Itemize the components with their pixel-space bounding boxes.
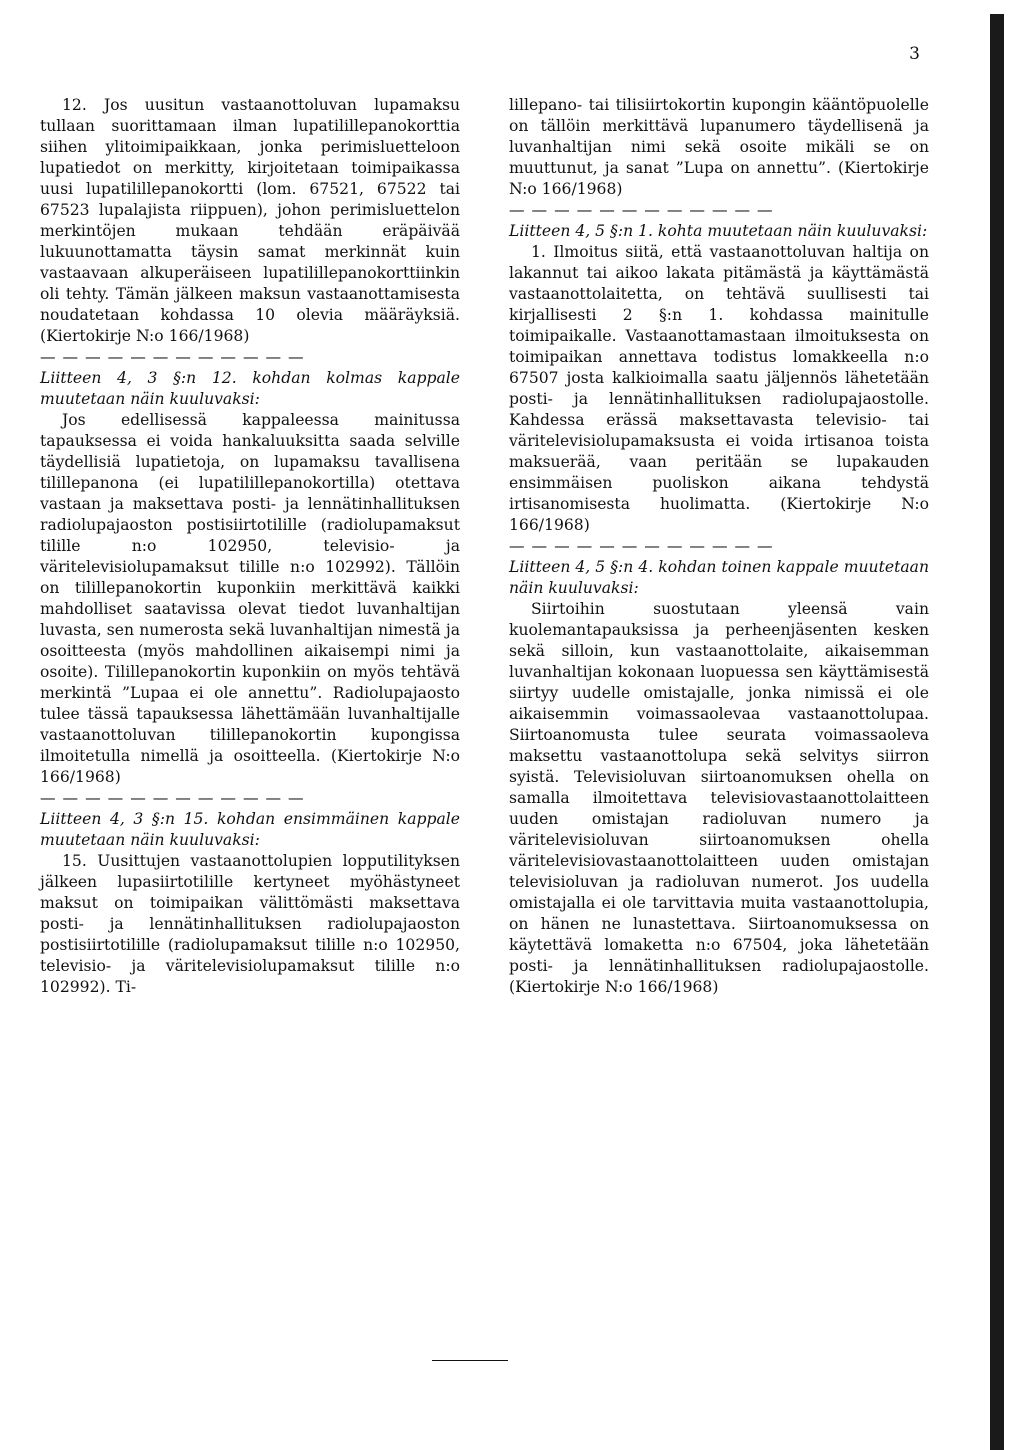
dash-separator: — — — — — — — — — — — — <box>509 537 774 555</box>
amendment-heading: Liitteen 4, 3 §:n 12. kohdan kolmas kappale muutetaan näin kuuluvaksi: <box>40 369 460 408</box>
paragraph-continuation: lillepano- tai tilisiirtokortin kupongin kääntöpuolelle on tällöin merkittävä lupanumero täydellisenä ja luvanhaltijan nimi sekä osoite mikäli se on muuttunut, ja sanat ”Lupa on annettu”. (Kiertokirje N:o 166/1968) <box>509 96 929 198</box>
right-column <box>509 95 929 998</box>
paragraph-section-15: 15. Uusittujen vastaanottolupien lopputilityksen jälkeen lupasiirtotilille kertyneet myöhästyneet maksut on toimipaikan välittömästi maksettava posti- ja lennätinhallituksen radiolupajaoston postisiirtotilille (radiolupamaksut tilille n:o 102950, televisio- ja väritelevisiolupamaksut tilille n:o 102992). Ti- <box>40 852 460 996</box>
dash-separator: — — — — — — — — — — — — <box>40 789 305 807</box>
paragraph-section-12: 12. Jos uusitun vastaanottoluvan lupamaksu tullaan suorittamaan ilman lupatilillepanokorttia siihen ylitoimipaikkaan, jonka perimisluetteloon lupatiedot on merkitty, kirjoitetaan toimipaikassa uusi lupatilillepanokortti (lom. 67521, 67522 tai 67523 lupalajista riippuen), johon perimisluettelon merkintöjen mukaan tehdään eräpäivää lukuunottamatta täysin samat merkinnät kuin vastaavaan alkuperäiseen lupatilillepanokorttiinkin oli tehty. Tämän jälkeen maksun vastaanottamisesta noudatetaan kohdassa 10 olevia määräyksiä. (Kiertokirje N:o 166/1968) <box>40 96 460 345</box>
paragraph-body: Jos edellisessä kappaleessa mainitussa tapauksessa ei voida hankaluuksitta saada selville täydellisiä lupatietoja, on lupamaksu tavallisena tilillepanona (ei lupatilillepanokortilla) otettava vastaan ja maksettava posti- ja lennätinhallituksen radiolupajaoston postisiirtotilille (radiolupamaksut tilille n:o 102950, televisio- ja väritelevisiolupamaksut tilille n:o 102992). Tällöin on tilillepanokortin kuponkiin merkittävä kaikki mahdolliset saatavissa olevat tiedot luvanhaltijan luvasta, sen numerosta sekä luvanhaltijan nimestä ja osoitteesta (myös mahdollinen aikaisempi nimi ja osoite). Tilillepanokortin kuponkiin on myös tehtävä merkintä ”Lupaa ei ole annettu”. Radiolupajaosto tulee tässä tapauksessa lähettämään luvanhaltijalle vastaanottoluvan tilillepanokortin kupongissa ilmoitetulla nimellä ja osoitteella. (Kiertokirje N:o 166/1968) <box>40 411 460 786</box>
amendment-heading: Liitteen 4, 5 §:n 1. kohta muutetaan näin kuuluvaksi: <box>509 222 928 240</box>
dash-separator: — — — — — — — — — — — — <box>40 348 305 366</box>
paragraph-body: Siirtoihin suostutaan yleensä vain kuolemantapauksissa ja perheenjäsenten kesken sekä silloin, kun vastaanottolaite, aikaisemman luvanhaltijan kokonaan luopuessa sen käyttämisestä siirtyy uudelle omistajalle, jonka nimissä ei ole aikaisemmin voimassaolevaa vastaanottolupaa. Siirtoanomusta tulee seurata voimassaoleva maksettu vastaanottolupa sekä selvitys siirron syistä. Televisioluvan siirtoanomuksen ohella on samalla ilmoitettava televisiovastaanottolaitteen uuden omistajan radioluvan numero ja väritelevisioluvan siirtoanomuksen ohella väritelevisiovastaanottolaitteen uuden omistajan televisioluvan ja radioluvan numerot. Jos uudella omistajalla ei ole tarvittavia muita vastaanottolupia, on hänen ne lunastettava. Siirtoanomuksessa on käytettävä lomaketta n:o 67504, joka lähetetään posti- ja lennätinhallituksen radiolupajaostolle. (Kiertokirje N:o 166/1968) <box>509 600 929 996</box>
end-rule <box>432 1360 508 1361</box>
page-number: 3 <box>909 44 920 64</box>
dash-separator: — — — — — — — — — — — — <box>509 201 774 219</box>
scan-edge-bar <box>990 14 1004 1450</box>
amendment-heading: Liitteen 4, 5 §:n 4. kohdan toinen kappale muutetaan näin kuuluvaksi: <box>509 558 929 597</box>
amendment-heading: Liitteen 4, 3 §:n 15. kohdan ensimmäinen kappale muutetaan näin kuuluvaksi: <box>40 810 460 849</box>
left-column <box>40 95 460 998</box>
paragraph-section-1: 1. Ilmoitus siitä, että vastaanottoluvan haltija on lakannut tai aikoo lakata pitämästä ja käyttämästä vastaanottolaitetta, on tehtävä suullisesti tai kirjallisesti 2 §:n 1. kohdassa mainitulle toimipaikalle. Vastaanottamastaan ilmoituksesta on toimipaikan annettava todistus lomakkeella n:o 67507 josta kalkioimalla saatu jäljennös lähetetään posti- ja lennätinhallituksen radiolupajaostolle. Kahdessa erässä maksettavasta televisio- tai väritelevisiolupamaksusta ei voida irtisanoa toista maksuerää, vaan peritään se lupakauden ensimmäisen puoliskon aikana tehdystä irtisanomisesta huolimatta. (Kiertokirje N:o 166/1968) <box>509 243 929 534</box>
